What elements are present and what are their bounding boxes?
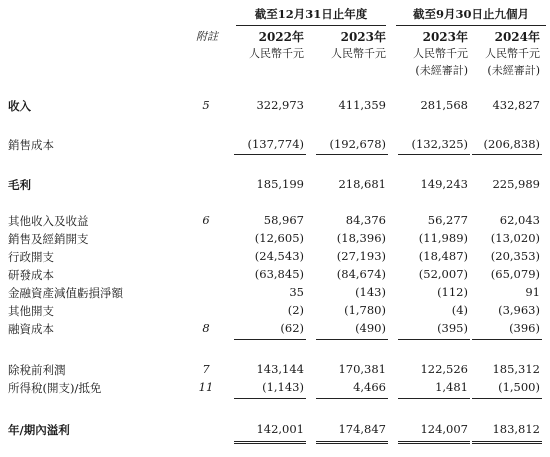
row-label: 其他收入及收益 bbox=[8, 214, 89, 228]
subtotal-rule bbox=[398, 339, 470, 340]
table-row bbox=[0, 213, 550, 231]
row-value: (18,487) bbox=[418, 249, 468, 263]
row-value: 218,681 bbox=[338, 177, 386, 191]
row-value: (4) bbox=[451, 303, 468, 317]
row-label: 銷售及經銷開支 bbox=[8, 232, 89, 246]
total-double-rule bbox=[472, 441, 542, 444]
table-row bbox=[0, 267, 550, 285]
row-value: (112) bbox=[437, 285, 468, 299]
subtotal-rule bbox=[472, 398, 542, 399]
row-label: 除稅前利潤 bbox=[8, 363, 66, 377]
row-label: 其他開支 bbox=[8, 304, 54, 318]
row-value: 84,376 bbox=[345, 213, 386, 227]
row-value: (396) bbox=[509, 321, 540, 335]
row-note: 7 bbox=[202, 362, 210, 376]
row-value: 322,973 bbox=[256, 98, 304, 112]
row-value: 91 bbox=[525, 285, 540, 299]
row-value: 149,243 bbox=[420, 177, 468, 191]
subtotal-rule bbox=[472, 154, 542, 155]
table-row bbox=[0, 285, 550, 303]
row-value: (143) bbox=[355, 285, 386, 299]
row-value: 432,827 bbox=[492, 98, 540, 112]
row-value: 174,847 bbox=[338, 422, 386, 436]
table-row bbox=[0, 422, 550, 440]
row-value: 185,312 bbox=[492, 362, 540, 376]
row-value: (13,020) bbox=[490, 231, 540, 245]
row-value: (132,325) bbox=[411, 137, 468, 151]
row-value: (2) bbox=[287, 303, 304, 317]
row-value: (27,193) bbox=[336, 249, 386, 263]
col-3-unit: 人民幣千元 bbox=[413, 47, 468, 60]
row-note: 11 bbox=[198, 380, 214, 394]
col-1-unit: 人民幣千元 bbox=[249, 47, 304, 60]
table-row bbox=[0, 137, 550, 155]
subtotal-rule bbox=[472, 339, 542, 340]
row-value: (63,845) bbox=[254, 267, 304, 281]
total-double-rule bbox=[234, 441, 306, 444]
row-value: 411,359 bbox=[338, 98, 386, 112]
row-value: (18,396) bbox=[336, 231, 386, 245]
row-value: (206,838) bbox=[483, 137, 540, 151]
col-4-unit: 人民幣千元 bbox=[485, 47, 540, 60]
header-note-label: 附註 bbox=[196, 30, 218, 43]
header-group-nine-months: 截至9月30日止九個月 bbox=[412, 7, 529, 21]
header-group-year-rule bbox=[236, 25, 386, 26]
row-value: 4,466 bbox=[353, 380, 386, 394]
header-group-nine-rule bbox=[396, 25, 546, 26]
row-value: 142,001 bbox=[256, 422, 304, 436]
row-value: 225,989 bbox=[492, 177, 540, 191]
row-value: 281,568 bbox=[420, 98, 468, 112]
table-row bbox=[0, 362, 550, 380]
row-value: (52,007) bbox=[418, 267, 468, 281]
row-value: (20,353) bbox=[490, 249, 540, 263]
row-label: 毛利 bbox=[8, 178, 31, 192]
row-label: 融資成本 bbox=[8, 322, 54, 336]
subtotal-rule bbox=[234, 398, 306, 399]
row-label: 銷售成本 bbox=[8, 138, 54, 152]
table-row bbox=[0, 98, 550, 116]
subtotal-rule bbox=[316, 398, 388, 399]
row-value: 56,277 bbox=[427, 213, 468, 227]
row-value: (65,079) bbox=[490, 267, 540, 281]
table-row bbox=[0, 231, 550, 249]
row-note: 6 bbox=[202, 213, 210, 227]
row-value: 183,812 bbox=[492, 422, 540, 436]
header-group-year: 截至12月31日止年度 bbox=[254, 7, 368, 21]
row-value: (84,674) bbox=[336, 267, 386, 281]
subtotal-rule bbox=[316, 154, 388, 155]
col-3-unaudited: (未經審計) bbox=[415, 64, 468, 77]
row-note: 8 bbox=[202, 321, 210, 335]
col-3-year: 2023年 bbox=[422, 30, 468, 44]
row-value: (1,143) bbox=[262, 380, 304, 394]
row-value: (1,780) bbox=[344, 303, 386, 317]
table-row bbox=[0, 249, 550, 267]
row-value: (192,678) bbox=[329, 137, 386, 151]
row-value: 62,043 bbox=[499, 213, 540, 227]
row-value: (62) bbox=[280, 321, 304, 335]
col-2-year: 2023年 bbox=[340, 30, 386, 44]
row-value: 170,381 bbox=[338, 362, 386, 376]
subtotal-rule bbox=[234, 339, 306, 340]
row-label: 行政開支 bbox=[8, 250, 54, 264]
table-row bbox=[0, 321, 550, 339]
row-label: 所得稅(開支)/抵免 bbox=[8, 381, 102, 395]
row-value: (395) bbox=[437, 321, 468, 335]
row-value: 1,481 bbox=[435, 380, 468, 394]
subtotal-rule bbox=[398, 154, 470, 155]
row-note: 5 bbox=[202, 98, 210, 112]
row-value: (137,774) bbox=[247, 137, 304, 151]
subtotal-rule bbox=[398, 398, 470, 399]
row-value: 185,199 bbox=[256, 177, 304, 191]
row-value: 35 bbox=[289, 285, 304, 299]
table-row bbox=[0, 303, 550, 321]
row-value: 122,526 bbox=[420, 362, 468, 376]
table-row bbox=[0, 380, 550, 398]
col-2-unit: 人民幣千元 bbox=[331, 47, 386, 60]
row-value: 124,007 bbox=[420, 422, 468, 436]
row-label: 金融資產減值虧損淨額 bbox=[8, 286, 123, 300]
col-4-year: 2024年 bbox=[494, 30, 540, 44]
row-value: (12,605) bbox=[254, 231, 304, 245]
col-4-unaudited: (未經審計) bbox=[487, 64, 540, 77]
row-value: (490) bbox=[355, 321, 386, 335]
row-label: 年/期內溢利 bbox=[8, 423, 70, 437]
row-value: 58,967 bbox=[263, 213, 304, 227]
row-value: (3,963) bbox=[498, 303, 540, 317]
row-value: 143,144 bbox=[256, 362, 304, 376]
col-1-year: 2022年 bbox=[258, 30, 304, 44]
row-label: 研發成本 bbox=[8, 268, 54, 282]
row-value: (11,989) bbox=[418, 231, 468, 245]
subtotal-rule bbox=[234, 154, 306, 155]
total-double-rule bbox=[316, 441, 388, 444]
row-label: 收入 bbox=[8, 99, 31, 113]
row-value: (1,500) bbox=[498, 380, 540, 394]
table-row bbox=[0, 177, 550, 195]
total-double-rule bbox=[398, 441, 470, 444]
subtotal-rule bbox=[316, 339, 388, 340]
row-value: (24,543) bbox=[254, 249, 304, 263]
